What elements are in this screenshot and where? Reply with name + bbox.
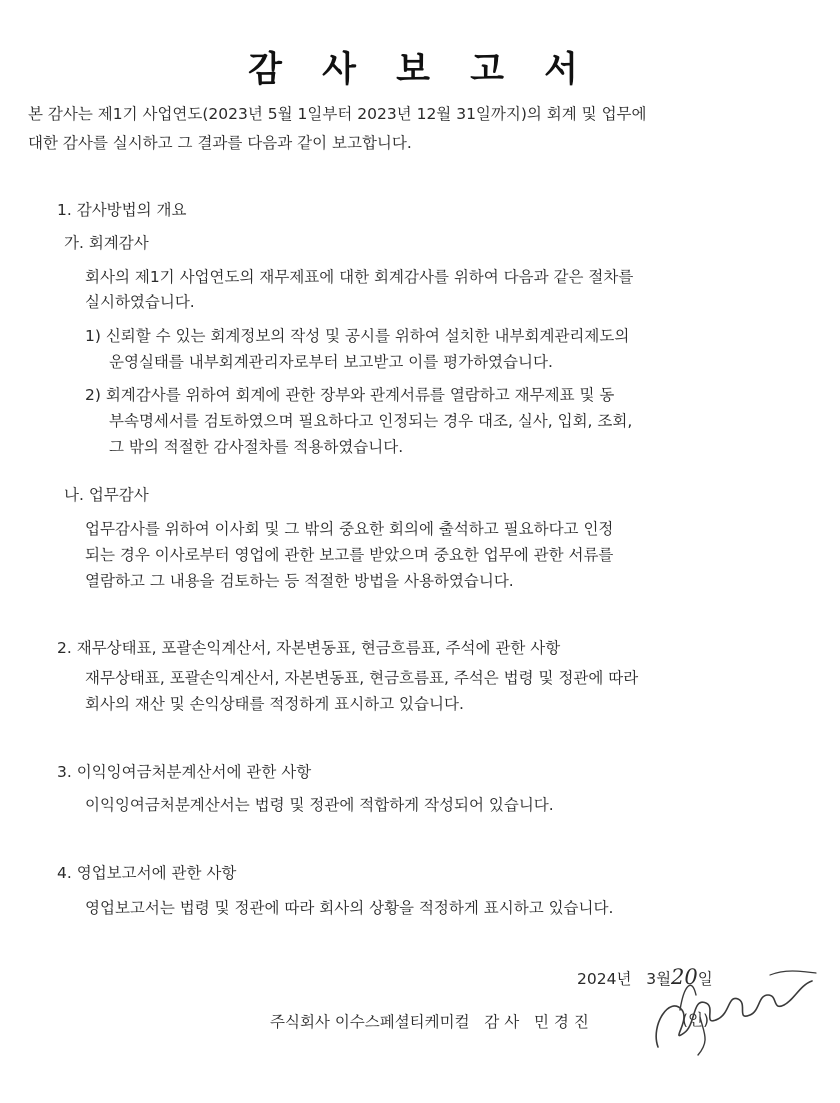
section-1a-heading: 가. 회계감사 [64, 234, 149, 252]
section-1a-body-line-1: 회사의 제1기 사업연도의 재무제표에 대한 회계감사를 위하여 다음과 같은 절차를 [85, 268, 634, 286]
section-1a-item-2-line-1: 2) 회계감사를 위하여 회계에 관한 장부와 관계서류를 열람하고 재무제표 및 동 [85, 386, 615, 404]
date-day-handwritten: 20 [671, 965, 698, 989]
date-year: 2024년 [577, 970, 632, 988]
date-month: 3월 [646, 970, 672, 988]
section-4-heading: 4. 영업보고서에 관한 사항 [57, 864, 237, 882]
section-1a-body-line-2: 실시하였습니다. [85, 293, 195, 311]
date-day-suffix: 일 [697, 970, 713, 988]
section-3-body-line-1: 이익잉여금처분계산서는 법령 및 정관에 적합하게 작성되어 있습니다. [85, 796, 554, 814]
section-1a-item-2-line-2: 부속명세서를 검토하였으며 필요하다고 인정되는 경우 대조, 실사, 입회, 조회, [109, 412, 633, 430]
handwritten-signature [640, 955, 820, 1065]
section-2-body-line-2: 회사의 재산 및 손익상태를 적정하게 표시하고 있습니다. [85, 695, 464, 713]
section-2-heading: 2. 재무상태표, 포괄손익계산서, 자본변동표, 현금흐름표, 주석에 관한 사항 [57, 639, 561, 657]
section-2-body-line-1: 재무상태표, 포괄손익계산서, 자본변동표, 현금흐름표, 주석은 법령 및 정관에 따라 [85, 669, 639, 687]
section-1a-item-2-line-3: 그 밖의 적절한 감사절차를 적용하였습니다. [109, 438, 404, 456]
section-3-heading: 3. 이익잉여금처분계산서에 관한 사항 [57, 763, 312, 781]
section-1b-body-line-3: 열람하고 그 내용을 검토하는 등 적절한 방법을 사용하였습니다. [85, 572, 514, 590]
section-4-body-line-1: 영업보고서는 법령 및 정관에 따라 회사의 상황을 적정하게 표시하고 있습니다. [85, 899, 614, 917]
signer-name: 민 경 진 [534, 1013, 589, 1031]
section-1b-body-line-2: 되는 경우 이사로부터 영업에 관한 보고를 받았으며 중요한 업무에 관한 서류를 [85, 546, 614, 564]
intro-line-2: 대한 감사를 실시하고 그 결과를 다음과 같이 보고합니다. [28, 134, 412, 152]
intro-line-1: 본 감사는 제1기 사업연도(2023년 5월 1일부터 2023년 12월 31일까지)의 회계 및 업무에 [28, 105, 647, 123]
signer-company: 주식회사 이수스페셜티케미컬 [270, 1013, 470, 1031]
section-1a-item-1-line-2: 운영실태를 내부회계관리자로부터 보고받고 이를 평가하였습니다. [109, 353, 553, 371]
seal-mark: (인) [682, 1011, 710, 1029]
signer-role: 감 사 [484, 1013, 520, 1031]
section-1b-body-line-1: 업무감사를 위하여 이사회 및 그 밖의 중요한 회의에 출석하고 필요하다고 인정 [85, 520, 614, 538]
signer-line [270, 1015, 589, 1031]
section-1b-heading: 나. 업무감사 [64, 486, 149, 504]
section-1-heading: 1. 감사방법의 개요 [57, 201, 187, 219]
section-1a-item-1-line-1: 1) 신뢰할 수 있는 회계정보의 작성 및 공시를 위하여 설치한 내부회계관리제도의 [85, 327, 630, 345]
document-title: 감 사 보 고 서 [248, 49, 592, 90]
